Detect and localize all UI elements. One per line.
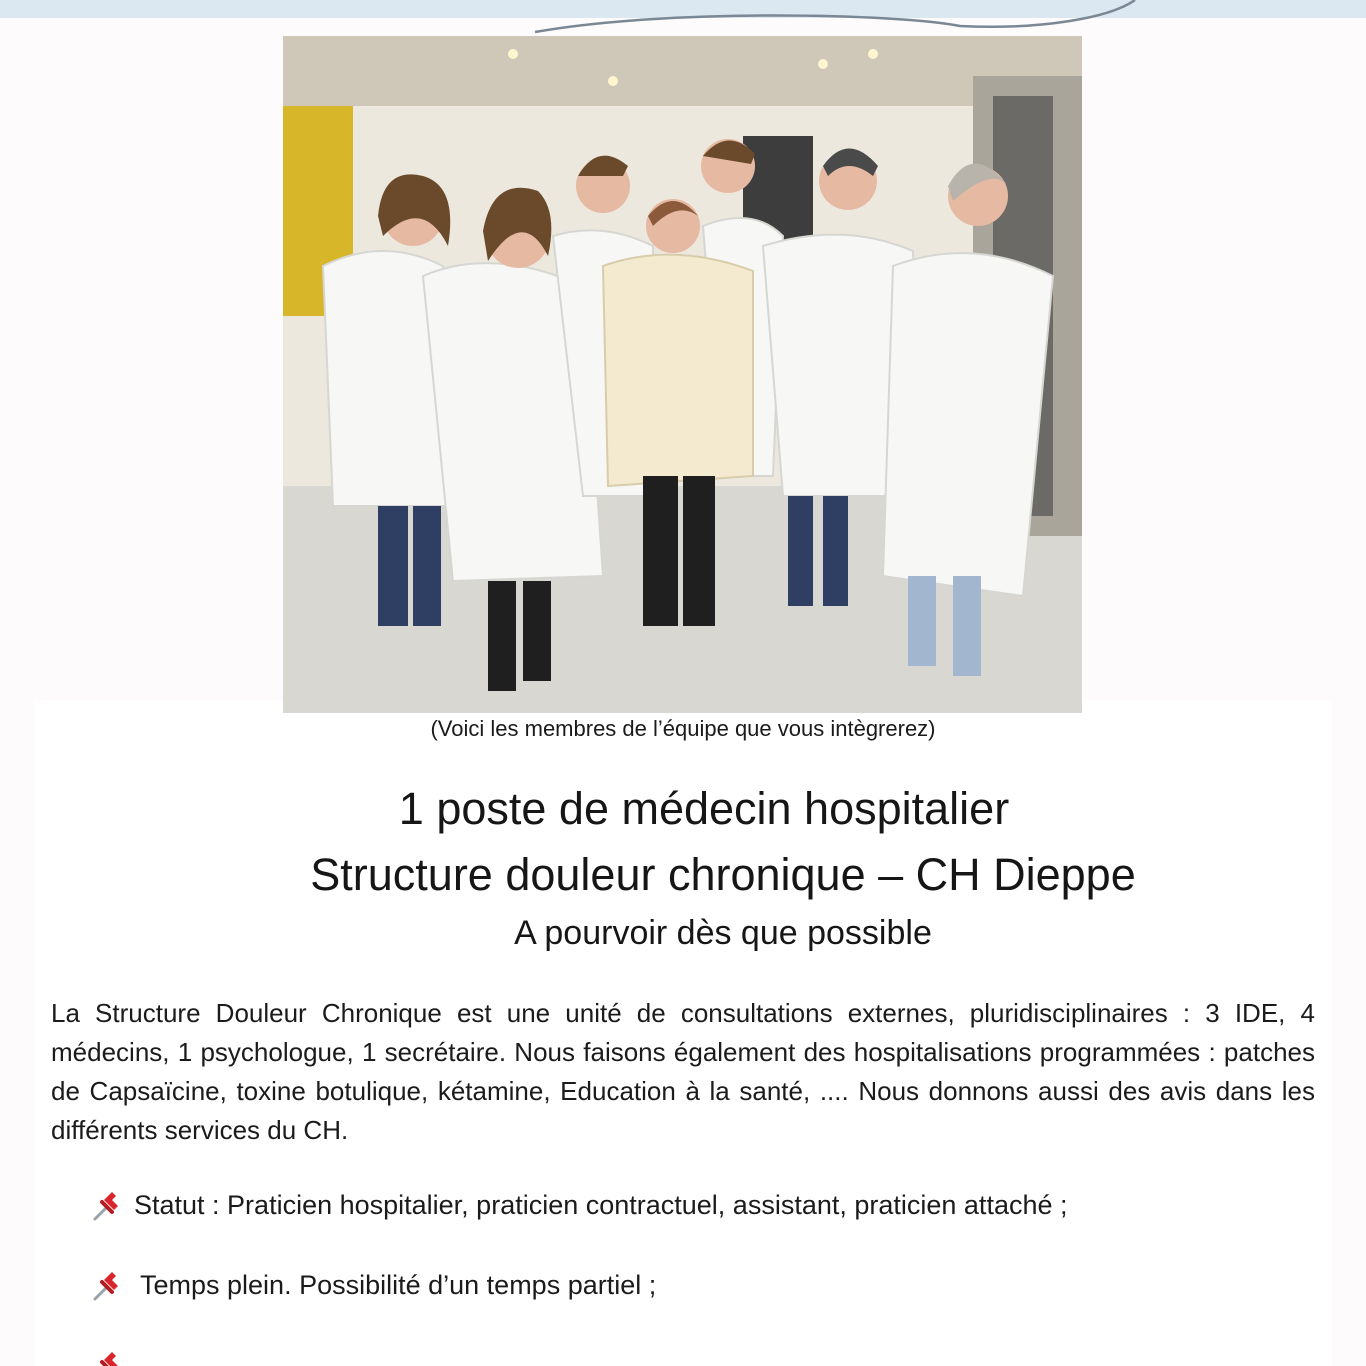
availability-subtitle: A pourvoir dès que possible: [514, 914, 932, 952]
bullet-working-time: [92, 1268, 656, 1302]
job-title: 1 poste de médecin hospitalier: [398, 783, 1010, 834]
bullet-third: [92, 1348, 134, 1366]
bullet-text: Temps plein. Possibilité d’un temps partiel ;: [140, 1269, 657, 1300]
pushpin-icon: [92, 1188, 126, 1222]
bullet-text: Statut : Praticien hospitalier, praticien contractuel, assistant, praticien attaché ;: [134, 1189, 1068, 1220]
intro-paragraph: La Structure Douleur Chronique est une unité de consultations externes, pluridisciplinaires : 3 IDE, 4 médecins, 1 psychologue, 1 secrétaire. Nous faisons également des hospitalisations programmées : patches de Capsaïcine, toxine botulique, kétamine, Education à la santé, .... Nous donnons aussi des avis dans les différents services du CH.: [51, 998, 1315, 1145]
team-photo: [283, 36, 1082, 713]
pushpin-icon: [92, 1348, 126, 1366]
department-title: Structure douleur chronique – CH Dieppe: [310, 849, 1136, 900]
photo-caption: (Voici les membres de l’équipe que vous intègrerez): [430, 716, 936, 741]
bullet-status: [92, 1188, 1068, 1222]
decorative-swoosh: [520, 0, 1140, 40]
pushpin-icon: [92, 1268, 126, 1302]
